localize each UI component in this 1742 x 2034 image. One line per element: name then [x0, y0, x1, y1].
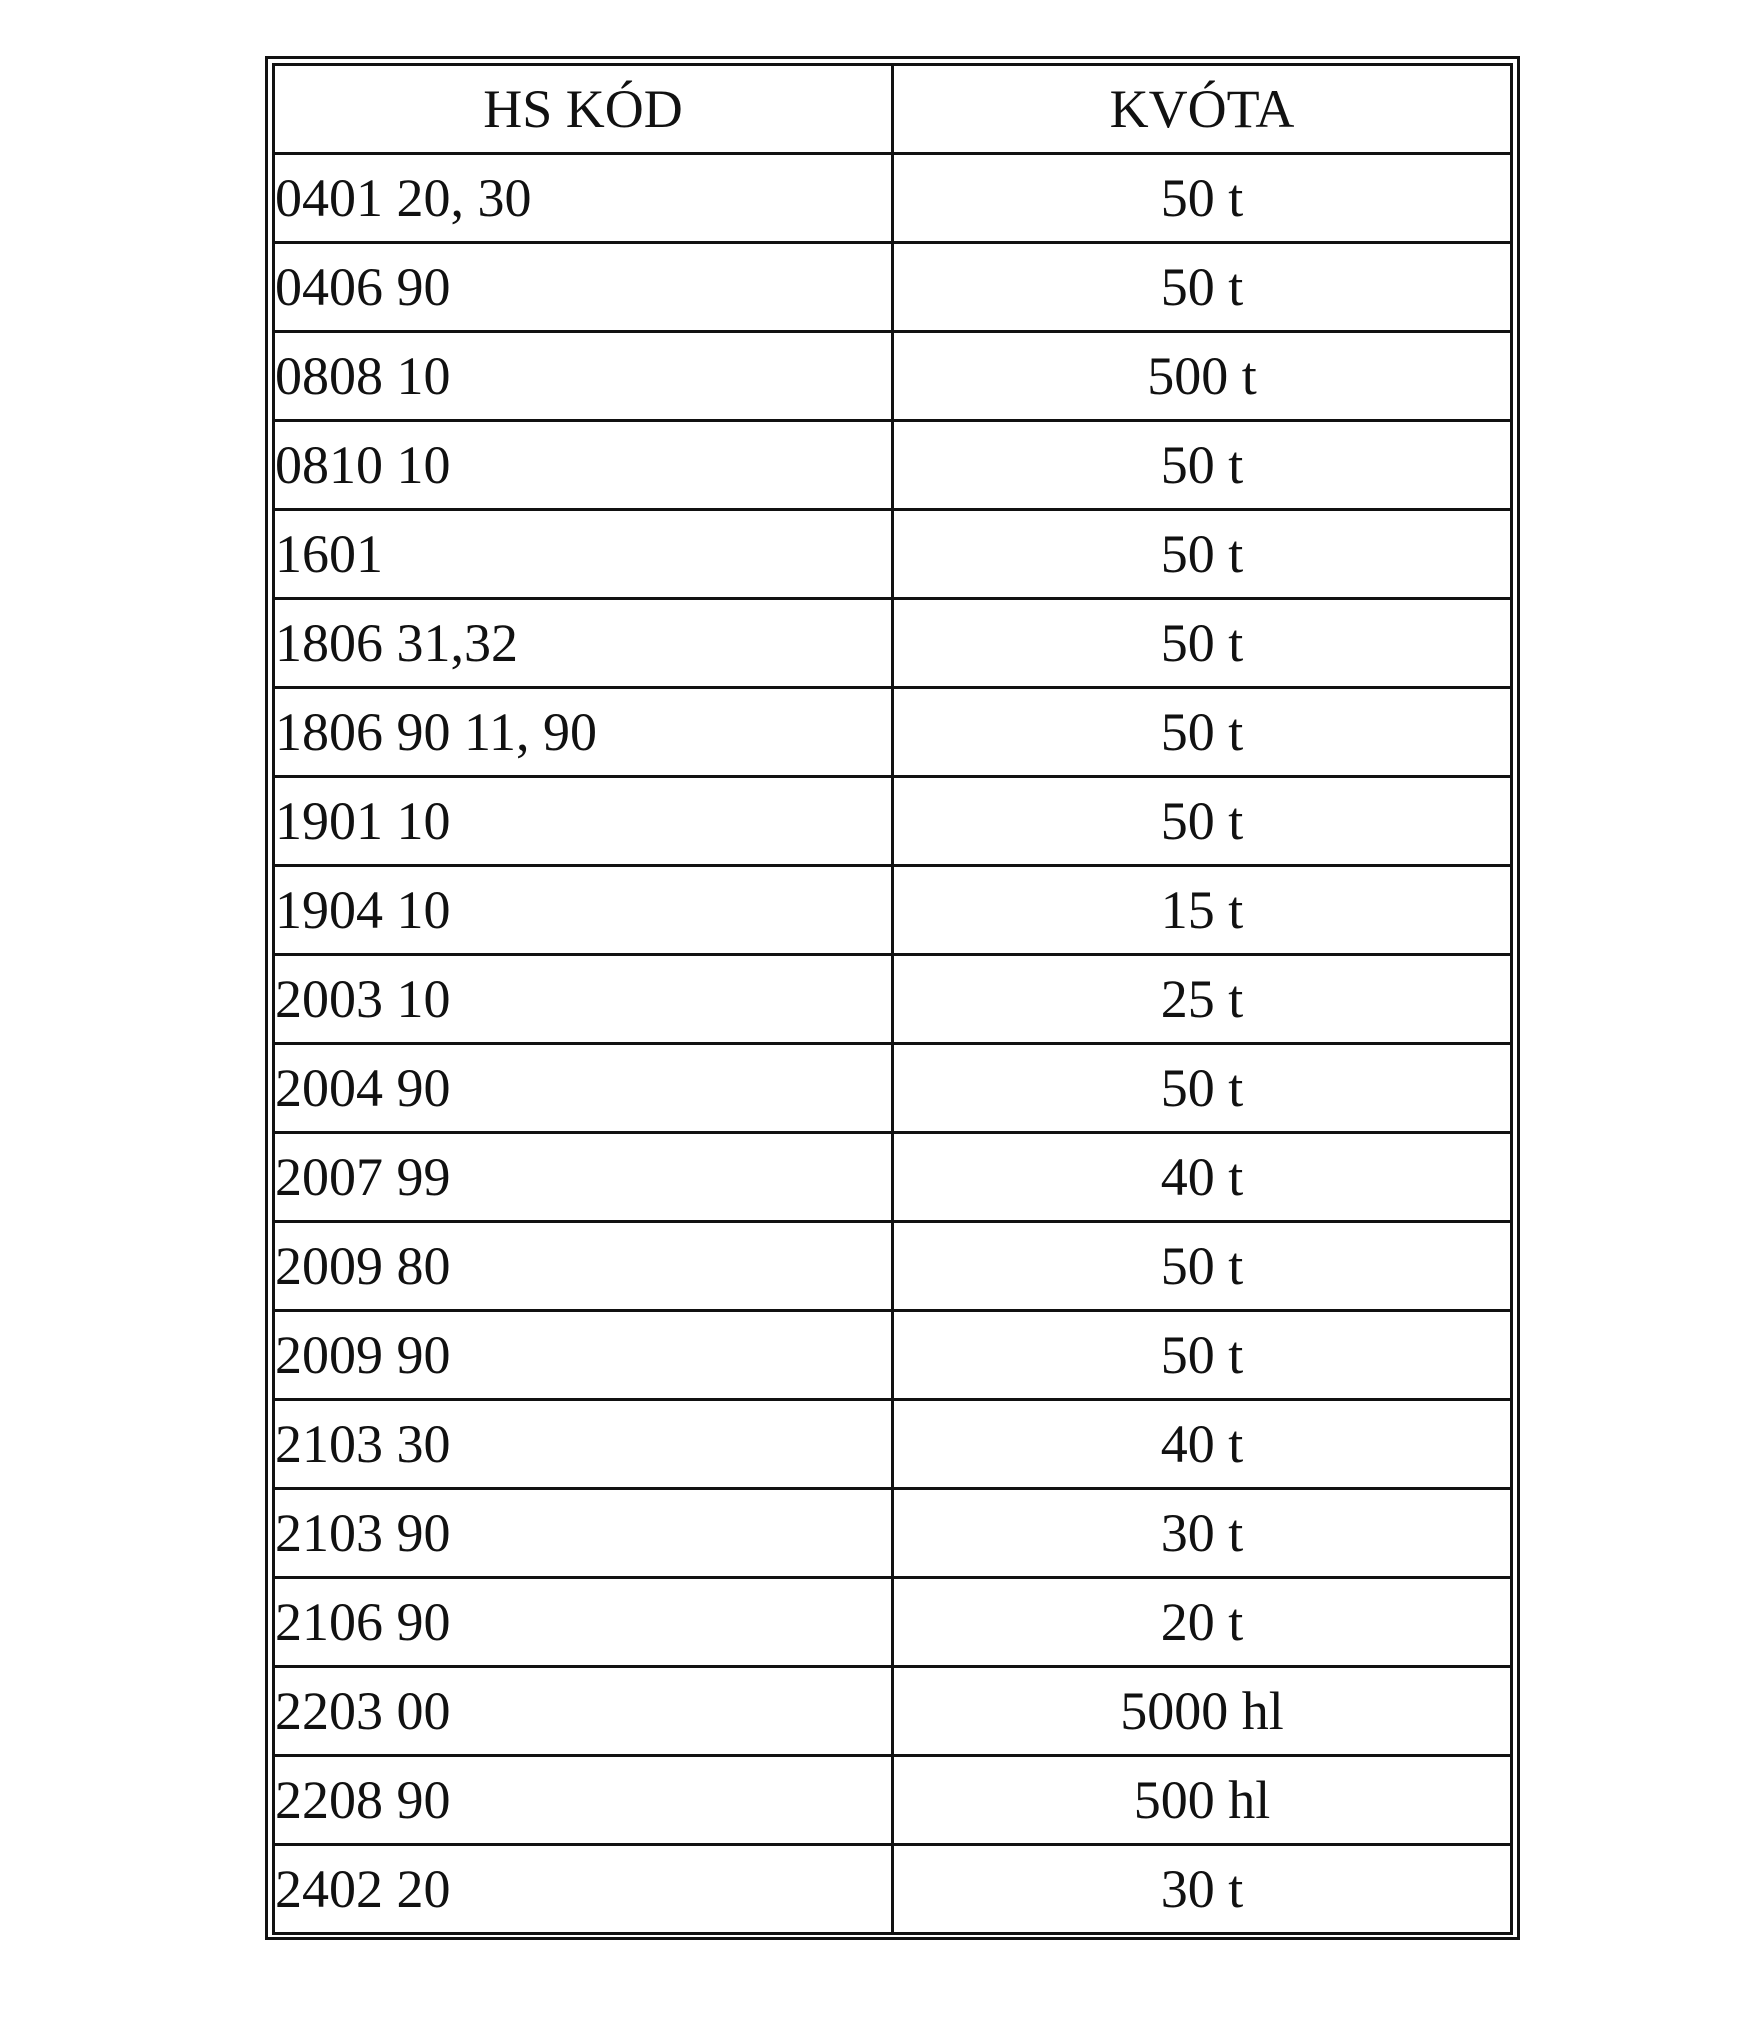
quota-cell: 50 t [893, 599, 1512, 688]
hs-code-cell: 2208 90 [274, 1756, 893, 1845]
hs-code-cell: 0808 10 [274, 332, 893, 421]
hs-code-cell: 2103 90 [274, 1489, 893, 1578]
table-row [274, 1578, 1512, 1667]
quota-cell: 50 t [893, 777, 1512, 866]
hs-code-cell: 2203 00 [274, 1667, 893, 1756]
quota-cell: 50 t [893, 1311, 1512, 1400]
table-row [274, 866, 1512, 955]
table-row [274, 1667, 1512, 1756]
table-row [274, 1756, 1512, 1845]
quota-cell: 500 hl [893, 1756, 1512, 1845]
table-row [274, 332, 1512, 421]
quota-table-frame [265, 56, 1520, 1940]
hs-code-cell: 2402 20 [274, 1845, 893, 1934]
quota-cell: 40 t [893, 1400, 1512, 1489]
quota-cell: 500 t [893, 332, 1512, 421]
table-row [274, 1133, 1512, 1222]
header-row [274, 65, 1512, 154]
hs-code-cell: 1806 31,32 [274, 599, 893, 688]
table-row [274, 154, 1512, 243]
hs-code-cell: 2007 99 [274, 1133, 893, 1222]
hs-code-cell: 2103 30 [274, 1400, 893, 1489]
hs-code-cell: 1601 [274, 510, 893, 599]
hs-code-cell: 1901 10 [274, 777, 893, 866]
hs-code-cell: 2003 10 [274, 955, 893, 1044]
table-row [274, 1222, 1512, 1311]
table-row [274, 510, 1512, 599]
quota-cell: 50 t [893, 510, 1512, 599]
hs-code-cell: 0810 10 [274, 421, 893, 510]
header-hs-code: HS KÓD [274, 65, 893, 154]
hs-code-cell: 0401 20, 30 [274, 154, 893, 243]
quota-cell: 30 t [893, 1845, 1512, 1934]
hs-code-cell: 0406 90 [274, 243, 893, 332]
table-body [274, 154, 1512, 1934]
quota-cell: 50 t [893, 421, 1512, 510]
quota-cell: 50 t [893, 688, 1512, 777]
quota-cell: 30 t [893, 1489, 1512, 1578]
table-row [274, 1044, 1512, 1133]
table-row [274, 1400, 1512, 1489]
table-row [274, 599, 1512, 688]
hs-code-cell: 2004 90 [274, 1044, 893, 1133]
quota-cell: 50 t [893, 1222, 1512, 1311]
table-row [274, 243, 1512, 332]
hs-code-cell: 1904 10 [274, 866, 893, 955]
quota-cell: 20 t [893, 1578, 1512, 1667]
table-row [274, 1845, 1512, 1934]
table-row [274, 688, 1512, 777]
table-row [274, 1489, 1512, 1578]
header-quota: KVÓTA [893, 65, 1512, 154]
quota-table [272, 63, 1513, 1935]
table-row [274, 955, 1512, 1044]
quota-cell: 25 t [893, 955, 1512, 1044]
hs-code-cell: 2009 90 [274, 1311, 893, 1400]
quota-cell: 5000 hl [893, 1667, 1512, 1756]
quota-cell: 50 t [893, 1044, 1512, 1133]
quota-cell: 15 t [893, 866, 1512, 955]
table-row [274, 777, 1512, 866]
quota-cell: 50 t [893, 243, 1512, 332]
hs-code-cell: 2106 90 [274, 1578, 893, 1667]
hs-code-cell: 1806 90 11, 90 [274, 688, 893, 777]
quota-cell: 50 t [893, 154, 1512, 243]
table-row [274, 1311, 1512, 1400]
hs-code-cell: 2009 80 [274, 1222, 893, 1311]
quota-cell: 40 t [893, 1133, 1512, 1222]
table-row [274, 421, 1512, 510]
